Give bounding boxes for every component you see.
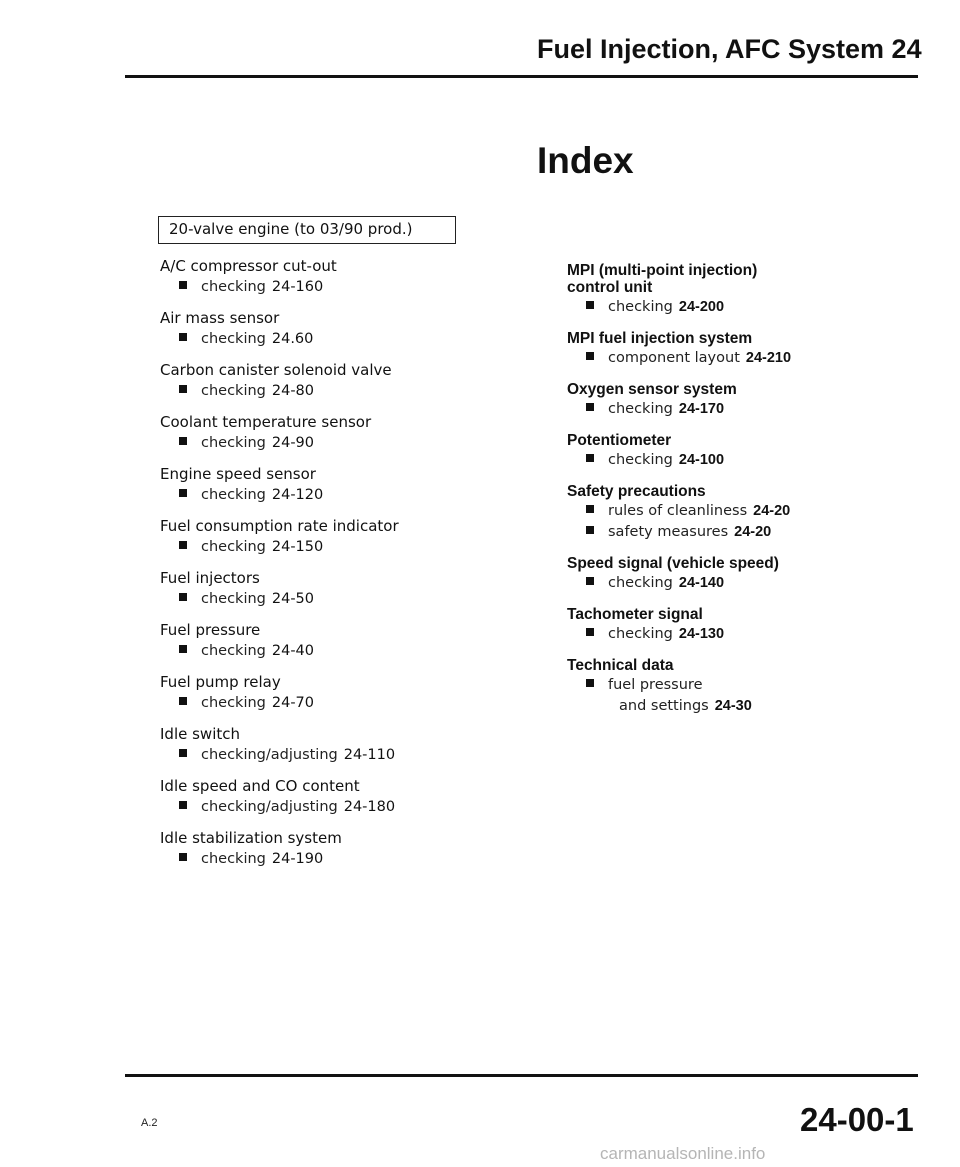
index-subentry <box>160 692 490 713</box>
square-bullet-icon <box>586 454 594 462</box>
index-subentry <box>567 449 887 470</box>
page-reference: 24-180 <box>343 799 396 815</box>
subentry-text: checking <box>201 695 266 711</box>
subentry-text: checking <box>608 575 673 591</box>
index-entry-title: Air mass sensor <box>160 309 280 327</box>
subentry-text: checking <box>201 487 266 503</box>
footer-code: A.2 <box>141 1117 158 1129</box>
subentry-text: checking <box>201 331 266 347</box>
page-reference: 24.60 <box>271 331 314 347</box>
index-entry-title-cont: control unit <box>567 279 653 296</box>
subentry-text: checking/adjusting <box>201 747 338 763</box>
index-entry-title: Potentiometer <box>567 432 672 449</box>
square-bullet-icon <box>179 333 187 341</box>
subentry-text: checking <box>201 643 266 659</box>
section-header-title: Fuel Injection, AFC System 24 <box>537 34 922 64</box>
square-bullet-icon <box>179 749 187 757</box>
subentry-text: checking <box>201 539 266 555</box>
page-reference: 24-20 <box>734 524 772 540</box>
index-entry-title: Idle speed and CO content <box>160 777 360 795</box>
square-bullet-icon <box>586 403 594 411</box>
index-entry-title: Fuel pressure <box>160 621 261 639</box>
square-bullet-icon <box>586 628 594 636</box>
index-entry-title: Safety precautions <box>567 483 706 500</box>
page-reference: 24-20 <box>753 503 791 519</box>
square-bullet-icon <box>586 505 594 513</box>
index-subentry <box>160 796 490 817</box>
index-subentry <box>160 328 490 349</box>
page-reference: 24-140 <box>678 575 725 591</box>
index-entry <box>160 673 490 713</box>
index-entry <box>160 413 490 453</box>
watermark-text: carmanualsonline.info <box>600 1144 766 1163</box>
index-entry-title: Coolant temperature sensor <box>160 413 372 431</box>
page-reference: 24-210 <box>745 350 792 366</box>
index-entry <box>567 381 887 419</box>
index-entry-title: Fuel injectors <box>160 569 260 587</box>
index-subentry <box>160 744 490 765</box>
page-reference: 24-100 <box>678 452 725 468</box>
index-entry <box>160 361 490 401</box>
index-subentry <box>567 347 887 368</box>
subentry-text: rules of cleanliness <box>608 503 748 519</box>
square-bullet-icon <box>179 489 187 497</box>
header-divider <box>125 75 918 78</box>
square-bullet-icon <box>586 352 594 360</box>
index-entry <box>160 257 490 297</box>
index-subentry <box>567 521 887 542</box>
index-entry <box>160 309 490 349</box>
subentry-text: checking/adjusting <box>201 799 338 815</box>
page-reference: 24-90 <box>271 435 315 451</box>
index-entry-title: Idle stabilization system <box>160 829 342 847</box>
square-bullet-icon <box>586 301 594 309</box>
square-bullet-icon <box>179 593 187 601</box>
index-entry <box>567 606 887 644</box>
page-reference: 24-70 <box>271 695 315 711</box>
square-bullet-icon <box>586 526 594 534</box>
square-bullet-icon <box>179 437 187 445</box>
index-subentry <box>160 276 490 297</box>
index-entry <box>160 465 490 505</box>
square-bullet-icon <box>179 853 187 861</box>
page-reference: 24-190 <box>271 851 324 867</box>
index-entry-title: Fuel pump relay <box>160 673 281 691</box>
square-bullet-icon <box>586 679 594 687</box>
subentry-text: checking <box>201 279 266 295</box>
index-entry <box>160 777 490 817</box>
page-reference: 24-110 <box>343 747 396 763</box>
subentry-text: checking <box>201 383 266 399</box>
subentry-text: checking <box>608 299 673 315</box>
index-subentry <box>160 588 490 609</box>
index-subentry <box>160 848 490 869</box>
index-heading: Index <box>537 140 634 181</box>
index-column-left <box>160 257 490 881</box>
index-subentry <box>567 623 887 644</box>
index-entry <box>160 725 490 765</box>
page-reference: 24-80 <box>271 383 315 399</box>
engine-scope-note: 20-valve engine (to 03/90 prod.) <box>158 216 456 244</box>
page-reference: 24-50 <box>271 591 315 607</box>
subentry-text: checking <box>201 851 266 867</box>
square-bullet-icon <box>179 697 187 705</box>
index-column-right <box>567 262 887 729</box>
index-entry-title: A/C compressor cut-out <box>160 257 337 275</box>
index-subentry <box>160 640 490 661</box>
index-entry-title: Idle switch <box>160 725 240 743</box>
index-entry-title: MPI fuel injection system <box>567 330 753 347</box>
page-reference: 24-120 <box>271 487 324 503</box>
index-entry-title: Tachometer signal <box>567 606 703 623</box>
subentry-text: checking <box>201 591 266 607</box>
subentry-text: checking <box>608 626 673 642</box>
index-subentry <box>160 536 490 557</box>
index-entry <box>160 829 490 869</box>
page-reference: 24-160 <box>271 279 324 295</box>
index-entry <box>567 330 887 368</box>
page-reference: 24-150 <box>271 539 324 555</box>
index-entry <box>567 555 887 593</box>
index-entry-title: Speed signal (vehicle speed) <box>567 555 779 572</box>
index-entry <box>160 569 490 609</box>
index-entry <box>160 621 490 661</box>
page-reference: 24-130 <box>678 626 725 642</box>
index-entry-title: Technical data <box>567 657 674 674</box>
page-reference: 24-170 <box>678 401 725 417</box>
index-entry <box>567 483 887 542</box>
index-entry <box>160 517 490 557</box>
page-reference: 24-200 <box>678 299 725 315</box>
index-subentry <box>567 296 887 317</box>
page-reference: 24-40 <box>271 643 315 659</box>
index-entry-title: Engine speed sensor <box>160 465 316 483</box>
subentry-text: fuel pressure <box>608 677 703 693</box>
subentry-text-cont: and settings <box>619 698 709 714</box>
index-subentry <box>567 674 887 716</box>
square-bullet-icon <box>586 577 594 585</box>
square-bullet-icon <box>179 541 187 549</box>
subentry-text: safety measures <box>608 524 729 540</box>
index-entry <box>567 657 887 716</box>
index-entry-title: MPI (multi-point injection) <box>567 262 758 279</box>
square-bullet-icon <box>179 385 187 393</box>
index-subentry <box>567 500 887 521</box>
index-subentry <box>567 398 887 419</box>
square-bullet-icon <box>179 645 187 653</box>
subentry-text: checking <box>608 452 673 468</box>
subentry-text: checking <box>201 435 266 451</box>
square-bullet-icon <box>179 281 187 289</box>
subentry-text: checking <box>608 401 673 417</box>
page-number: 24-00-1 <box>800 1101 914 1138</box>
subentry-text: component layout <box>608 350 740 366</box>
index-entry-title: Fuel consumption rate indicator <box>160 517 399 535</box>
index-subentry <box>160 484 490 505</box>
footer-divider <box>125 1074 918 1077</box>
index-subentry <box>567 572 887 593</box>
page-reference: 24-30 <box>714 698 752 714</box>
square-bullet-icon <box>179 801 187 809</box>
index-subentry <box>160 432 490 453</box>
index-subentry <box>160 380 490 401</box>
index-entry <box>567 432 887 470</box>
index-entry-title: Carbon canister solenoid valve <box>160 361 392 379</box>
index-entry-title: Oxygen sensor system <box>567 381 737 398</box>
index-entry <box>567 262 887 317</box>
